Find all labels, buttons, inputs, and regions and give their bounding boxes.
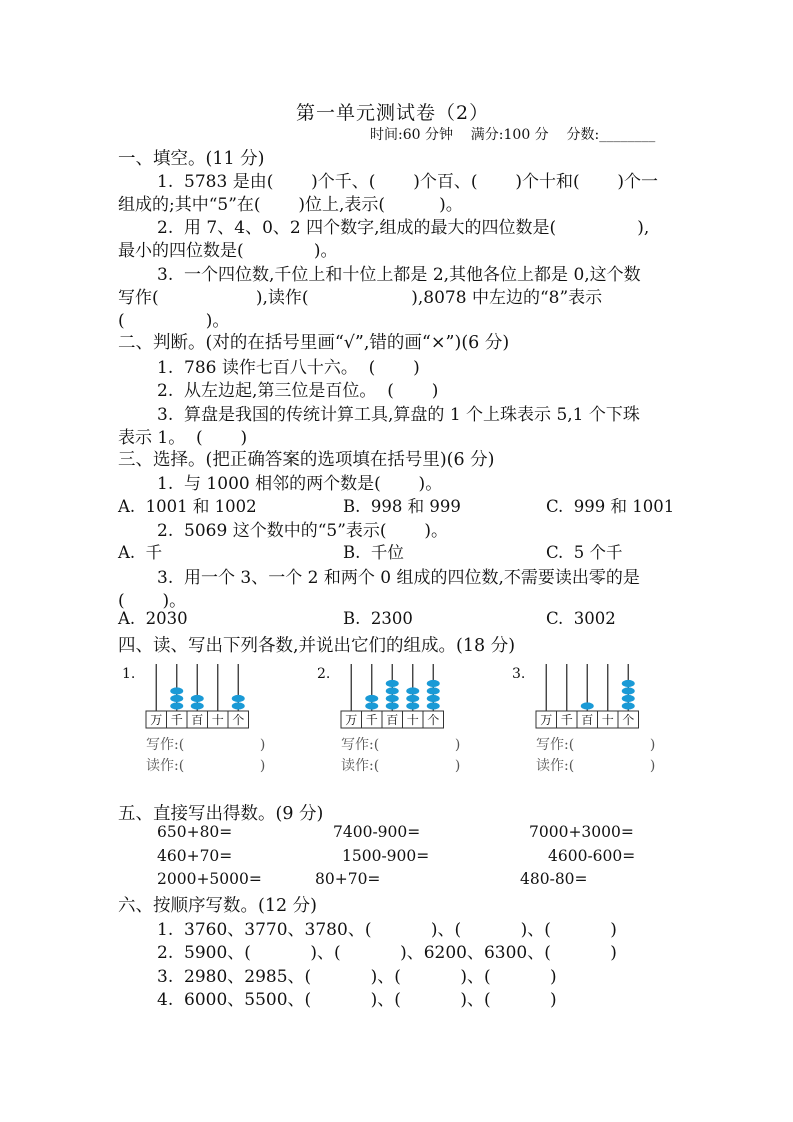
abacus-drawing [122, 660, 282, 734]
s3-q3-option-c: C. 3002 [546, 609, 616, 628]
s1-line-6: 写作( ),读作( ),8078 中左边的“8”表示 [118, 288, 603, 308]
s3-q3: 3. 用一个 3、一个 2 和两个 0 组成的四位数,不需要读出零的是 [157, 568, 640, 588]
place-label: 万 [345, 713, 358, 727]
s1-line-2: 组成的;其中“5”在( )位上,表示( )。 [118, 195, 463, 215]
calc-item: 2000+5000= [157, 870, 262, 888]
abacus-bead [232, 695, 245, 702]
s3-q3-option-a: A. 2030 [118, 609, 188, 628]
abacus-bead [622, 695, 635, 702]
s3-q1-option-a: A. 1001 和 1002 [118, 497, 257, 516]
read-answer-line: 读作:( ) [341, 758, 461, 774]
place-label: 百 [191, 713, 204, 727]
section-6-heading: 六、按顺序写数。(12 分) [118, 896, 317, 916]
s3-q2: 2. 5069 这个数中的“5”表示( )。 [157, 521, 448, 541]
s3-q1: 1. 与 1000 相邻的两个数是( )。 [157, 474, 443, 494]
place-label: 百 [581, 713, 594, 727]
abacus-bead [170, 695, 183, 702]
s3-q2-option-a: A. 千 [118, 543, 163, 562]
abacus-bead [386, 702, 399, 709]
abacus-number: 3. [512, 666, 526, 682]
section-3-heading: 三、选择。(把正确答案的选项填在括号里)(6 分) [118, 450, 495, 470]
s3-q3-option-b: B. 2300 [343, 609, 413, 628]
s2-line-4: 表示 1。 ( ) [118, 428, 248, 448]
place-label: 千 [560, 713, 573, 727]
abacus-bead [191, 695, 204, 702]
calc-item: 7000+3000= [529, 823, 634, 841]
abacus-bead [427, 687, 440, 694]
s3-q1-option-b: B. 998 和 999 [343, 497, 461, 516]
place-label: 个 [232, 713, 245, 727]
place-label: 个 [427, 713, 440, 727]
abacus-bead [386, 695, 399, 702]
s3-q3-bracket: ( )。 [118, 591, 187, 611]
section-4-heading: 四、读、写出下列各数,并说出它们的组成。(18 分) [118, 636, 516, 656]
abacus-bead [427, 680, 440, 687]
calc-item: 460+70= [157, 847, 233, 865]
s6-line-2: 2. 5900、( )、( )、6200、6300、( ) [157, 943, 617, 963]
abacus-bead [191, 702, 204, 709]
place-label: 百 [386, 713, 399, 727]
abacus-number: 1. [122, 666, 136, 682]
abacus-bead [386, 687, 399, 694]
abacus-bead [232, 702, 245, 709]
s2-line-3: 3. 算盘是我国的传统计算工具,算盘的 1 个上珠表示 5,1 个下珠 [157, 405, 640, 425]
abacus-drawing [317, 660, 477, 734]
abacus-drawing [512, 660, 672, 734]
abacus-number: 2. [317, 666, 331, 682]
s3-q2-option-b: B. 千位 [343, 543, 404, 562]
abacus-bead [365, 702, 378, 709]
read-answer-line: 读作:( ) [146, 758, 266, 774]
abacus-bead [386, 680, 399, 687]
abacus-bead [406, 695, 419, 702]
s1-line-7: ( )。 [118, 311, 230, 331]
page-title: 第一单元测试卷（2） [296, 102, 490, 124]
abacus-1 [122, 660, 282, 780]
exam-meta: 时间:60 分钟 满分:100 分 分数:________ [370, 127, 656, 143]
abacus-bead [406, 702, 419, 709]
abacus-bead [622, 687, 635, 694]
place-label: 十 [406, 713, 419, 727]
s6-line-1: 1. 3760、3770、3780、( )、( )、( ) [157, 920, 617, 940]
s1-line-4: 最小的四位数是( )。 [118, 241, 338, 261]
calc-item: 4600-600= [548, 847, 636, 865]
abacus-bead [170, 702, 183, 709]
place-label: 个 [622, 713, 635, 727]
s1-line-5: 3. 一个四位数,千位上和十位上都是 2,其他各位上都是 0,这个数 [157, 265, 641, 285]
calc-item: 650+80= [157, 823, 233, 841]
section-2-heading: 二、判断。(对的在括号里画“√”,错的画“×”)(6 分) [118, 333, 510, 353]
write-answer-line: 写作:( ) [146, 737, 266, 753]
abacus-bead [365, 695, 378, 702]
write-answer-line: 写作:( ) [536, 737, 656, 753]
abacus-bead [170, 687, 183, 694]
calc-item: 80+70= [315, 870, 381, 888]
calc-item: 1500-900= [342, 847, 430, 865]
abacus-bead [581, 702, 594, 709]
abacus-3 [512, 660, 672, 780]
place-label: 十 [601, 713, 614, 727]
s1-line-3: 2. 用 7、4、0、2 四个数字,组成的最大的四位数是( ), [157, 218, 650, 238]
s3-q2-option-c: C. 5 个千 [546, 543, 623, 562]
place-label: 千 [365, 713, 378, 727]
abacus-2 [317, 660, 477, 780]
place-label: 万 [540, 713, 553, 727]
write-answer-line: 写作:( ) [341, 737, 461, 753]
s2-line-2: 2. 从左边起,第三位是百位。 ( ) [157, 381, 439, 401]
s6-line-3: 3. 2980、2985、( )、( )、( ) [157, 967, 557, 987]
abacus-bead [406, 687, 419, 694]
section-5-heading: 五、直接写出得数。(9 分) [118, 804, 324, 824]
read-answer-line: 读作:( ) [536, 758, 656, 774]
calc-item: 480-80= [520, 870, 588, 888]
s6-line-4: 4. 6000、5500、( )、( )、( ) [157, 990, 557, 1010]
abacus-bead [622, 680, 635, 687]
abacus-bead [427, 695, 440, 702]
section-1-heading: 一、填空。(11 分) [118, 149, 265, 169]
place-label: 千 [170, 713, 183, 727]
s3-q1-option-c: C. 999 和 1001 [546, 497, 675, 516]
s1-line-1: 1. 5783 是由( )个千、( )个百、( )个十和( )个一 [157, 172, 659, 192]
s2-line-1: 1. 786 读作七百八十六。 ( ) [157, 358, 420, 378]
calc-item: 7400-900= [333, 823, 421, 841]
abacus-bead [622, 702, 635, 709]
place-label: 十 [211, 713, 224, 727]
place-label: 万 [150, 713, 163, 727]
abacus-bead [427, 702, 440, 709]
